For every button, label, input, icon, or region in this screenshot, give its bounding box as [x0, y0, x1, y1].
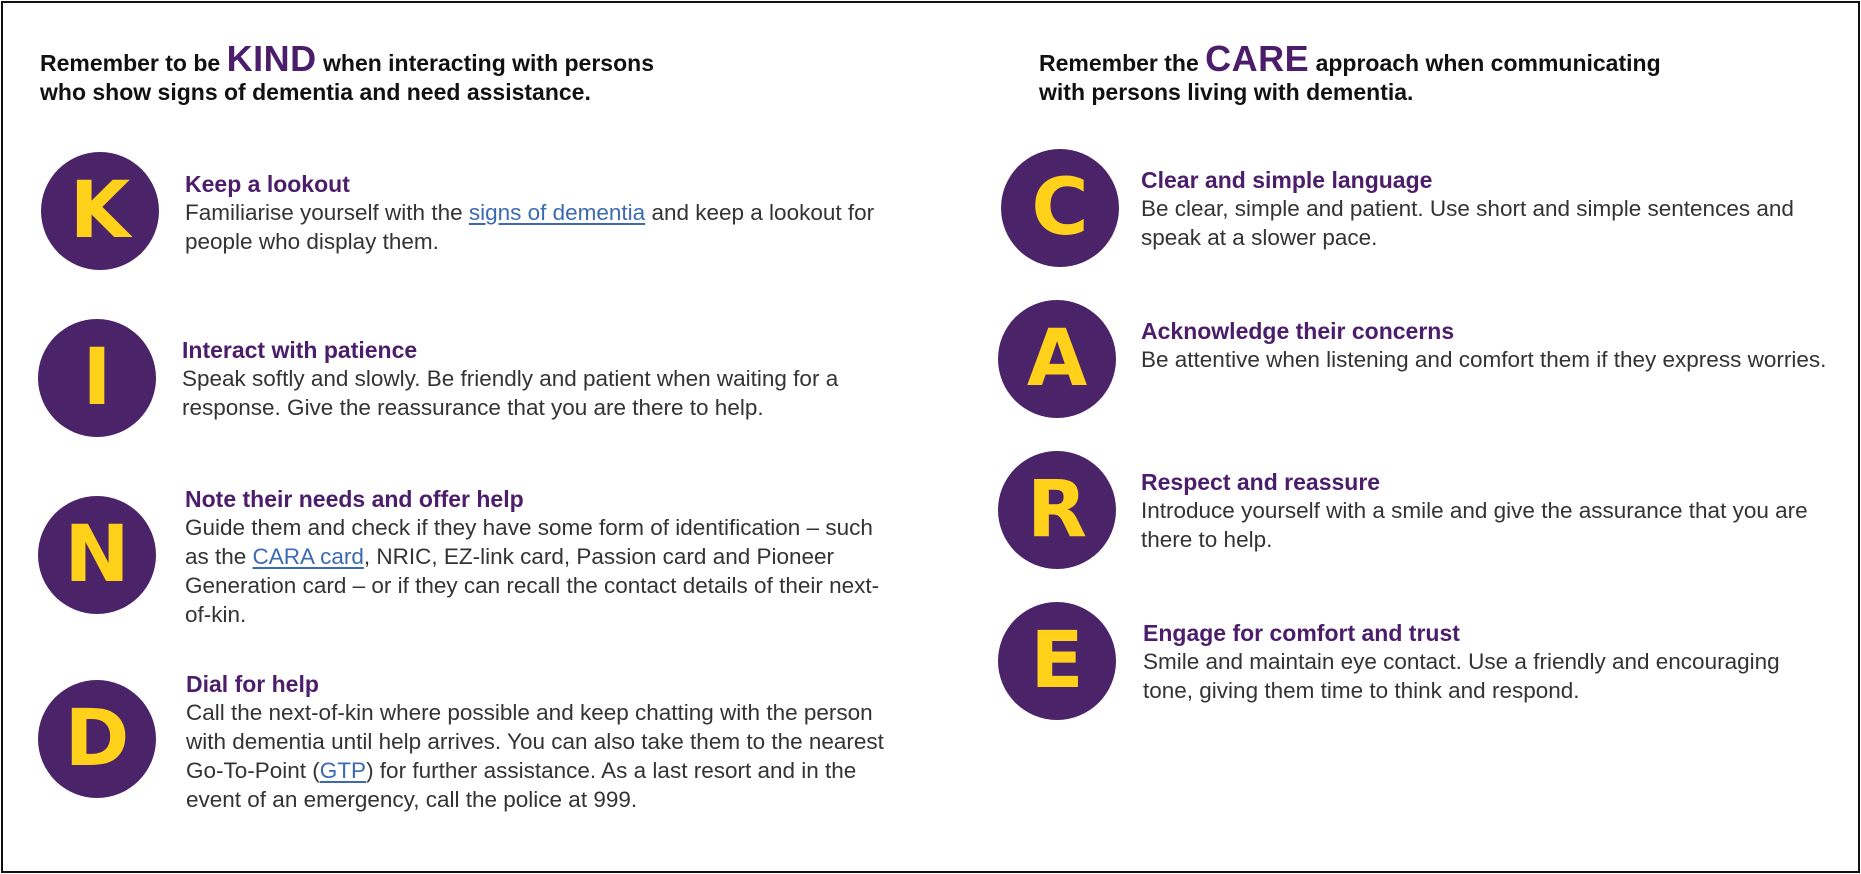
item-title: Note their needs and offer help — [185, 486, 524, 512]
kind-item-keep-a-lookout — [185, 170, 885, 256]
care-intro-pre: Remember the — [1039, 50, 1206, 76]
item-title: Interact with patience — [182, 337, 418, 363]
item-title: Clear and simple language — [1141, 167, 1433, 193]
kind-acronym: KIND — [226, 38, 317, 79]
kind-intro-pre: Remember to be — [40, 50, 227, 76]
item-body: Be clear, simple and patient. Use short and simple sentences and speak at a slower pace. — [1141, 196, 1794, 250]
care-intro-line2: with persons living with dementia. — [1039, 79, 1414, 105]
letter-k-circle: K — [41, 152, 159, 270]
item-title: Engage for comfort and trust — [1143, 620, 1460, 646]
item-title: Respect and reassure — [1141, 469, 1381, 495]
letter-r-circle: R — [998, 451, 1116, 569]
kind-item-note-their-needs — [185, 485, 885, 629]
item-body: Be attentive when listening and comfort them if they express worries. — [1141, 347, 1827, 372]
item-title: Acknowledge their concerns — [1141, 318, 1455, 344]
item-body: Familiarise yourself with the signs of dementia and keep a lookout for people who display them. — [185, 200, 875, 254]
letter-i-circle: I — [38, 319, 156, 437]
care-intro-post: approach when communicating — [1309, 50, 1661, 76]
letter-a-circle: A — [998, 300, 1116, 418]
kind-intro-line2: who show signs of dementia and need assistance. — [40, 79, 591, 105]
letter-c-circle: C — [1001, 149, 1119, 267]
kind-intro-post: when interacting with persons — [316, 50, 654, 76]
item-body: Introduce yourself with a smile and give the assurance that you are there to help. — [1141, 498, 1808, 552]
item-body: Smile and maintain eye contact. Use a friendly and encouraging tone, giving them time to think and respond. — [1143, 649, 1780, 703]
signs-of-dementia-link[interactable]: signs of dementia — [468, 200, 646, 225]
care-item-clear-and-simple — [1141, 166, 1831, 252]
item-title: Keep a lookout — [185, 171, 350, 197]
cara-card-link[interactable]: CARA card — [252, 544, 364, 569]
item-body: Call the next-of-kin where possible and keep chatting with the person with dementia until help arrives. You can also take them to the nearest Go-To-Point (GTP) for further assistance. As a last resort and in the event of an emergency, call the police at 999. — [186, 700, 884, 812]
kind-item-dial-for-help — [186, 670, 886, 814]
item-body: Guide them and check if they have some form of identification – such as the CARA card, NRIC, EZ-link card, Passion card and Pioneer Generation card – or if they can recall the contact details of their next-of-kin. — [185, 515, 880, 627]
care-intro — [1039, 38, 1759, 107]
item-body: Speak softly and slowly. Be friendly and patient when waiting for a response. Give the reassurance that you are there to help. — [182, 366, 839, 420]
kind-intro — [40, 38, 760, 107]
care-item-respect — [1141, 468, 1831, 554]
care-item-engage — [1143, 619, 1833, 705]
kind-item-interact-with-patience — [182, 336, 882, 422]
letter-e-circle: E — [998, 602, 1116, 720]
gtp-link[interactable]: GTP — [319, 758, 367, 783]
care-item-acknowledge — [1141, 317, 1831, 374]
letter-d-circle: D — [38, 680, 156, 798]
item-title: Dial for help — [186, 671, 319, 697]
letter-n-circle: N — [38, 496, 156, 614]
care-acronym: CARE — [1205, 38, 1310, 79]
